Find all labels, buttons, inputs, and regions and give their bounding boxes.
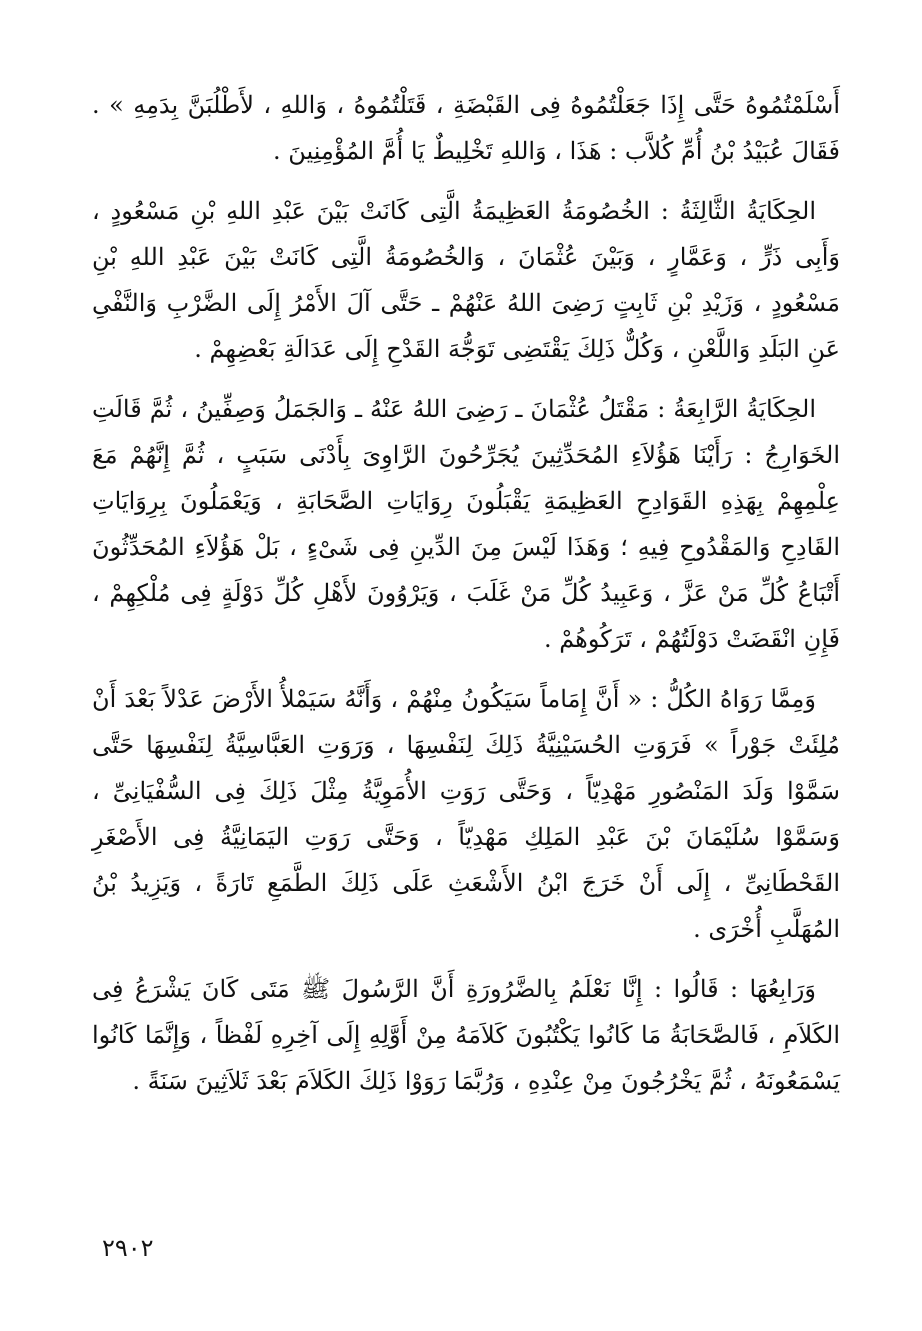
paragraph-5: وَرَابِعُهَا : قَالُوا : إِنَّا نَعْلَمُ بِالضَّرُورَةِ أَنَّ الرَّسُولَ ﷺ مَتَى كَانَ يَشْرَعُ فِى الكَلاَمِ ، فَالصَّحَابَةُ مَا كَانُوا يَكْتُبُونَ كَلاَمَهُ مِنْ أَوَّلِهِ إِلَى آخِرِهِ لَفْظاً ، وَإِنَّمَا كَانُوا يَسْمَعُونَهُ ، ثُمَّ يَخْرُجُونَ مِنْ عِنْدِهِ ، وَرُبَّمَا رَوَوْا ذَلِكَ الكَلاَمَ بَعْدَ ثَلاَثِينَ سَنَةً .	[92, 975, 840, 1095]
page-number: ٢٩٠٢	[102, 1234, 154, 1262]
paragraph-1: أَسْلَمْتُمُوهُ حَتَّى إِذَا جَعَلْتُمُوهُ فِى القَبْضَةِ ، قَتَلْتُمُوهُ ، وَاللهِ ، لأَطْلُبَنَّ بِدَمِهِ » . فَقَالَ عُبَيْدُ بْنُ أُمِّ كُلاَّب : هَذَا ، وَاللهِ تَخْلِيطٌ يَا أُمَّ المُؤْمِنِينَ .	[92, 91, 840, 165]
paragraph-3: الحِكَايَةُ الرَّابِعَةُ : مَقْتَلُ عُثْمَانَ ـ رَضِىَ اللهُ عَنْهُ ـ وَالجَمَلُ وَصِفِّينُ ، ثُمَّ قَالَتِ الخَوَارِجُ : رَأَيْنَا هَؤُلاَءِ المُحَدِّثِينَ يُجَرِّحُونَ الرَّاوِىَ بِأَدْنَى سَبَبٍ ، ثُمَّ إِنَّهُمْ مَعَ عِلْمِهِمْ بِهَذِهِ القَوَادِحِ العَظِيمَةِ يَقْبَلُونَ رِوَايَاتِ الصَّحَابَةِ ، وَيَعْمَلُونَ بِرِوَايَاتِ القَادِحِ وَالمَقْدُوحِ فِيهِ ؛ وَهَذَا لَيْسَ مِنَ الدِّينِ فِى شَىْءٍ ، بَلْ هَؤُلاَءِ المُحَدِّثُونَ أَتْبَاعُ كُلِّ مَنْ عَزَّ ، وَعَبِيدُ كُلِّ مَنْ غَلَبَ ، وَيَرْوُونَ لأَهْلِ كُلِّ دَوْلَةٍ فِى مُلْكِهِمْ ، فَإِنِ انْقَضَتْ دَوْلَتُهُمْ ، تَرَكُوهُمْ .	[92, 395, 841, 653]
paragraph-2: الحِكَايَةُ الثَّالِثَةُ : الخُصُومَةُ العَظِيمَةُ الَّتِى كَانَتْ بَيْنَ عَبْدِ اللهِ بْنِ مَسْعُودٍ ، وَأَبِى ذَرٍّ ، وَعَمَّارٍ ، وَبَيْنَ عُثْمَانَ ، وَالخُصُومَةُ الَّتِى كَانَتْ بَيْنَ عَبْدِ اللهِ بْنِ مَسْعُودٍ ، وَزَيْدِ بْنِ ثَابِتٍ رَضِىَ اللهُ عَنْهُمْ ـ حَتَّى آلَ الأَمْرُ إِلَى الضَّرْبِ وَالنَّفْىِ عَنِ البَلَدِ وَاللَّعْنِ ، وَكُلٌّ ذَلِكَ يَقْتَضِى تَوَجُّهَ القَدْحِ إِلَى عَدَالَةِ بَعْضِهِمْ .	[92, 197, 840, 363]
body-text	[92, 82, 840, 1118]
paragraph-4: وَمِمَّا رَوَاهُ الكُلُّ : « أَنَّ إِمَاماً سَيَكُونُ مِنْهُمْ ، وَأَنَّهُ سَيَمْلأُ الأَرْضَ عَدْلاً بَعْدَ أَنْ مُلِئَتْ جَوْراً » فَرَوَتِ الحُسَيْنِيَّةُ ذَلِكَ لِنَفْسِهَا ، وَرَوَتِ العَبَّاسِيَّةُ لِنَفْسِهَا حَتَّى سَمَّوْا وَلَدَ المَنْصُورِ مَهْدِيّاً ، وَحَتَّى رَوَتِ الأُمَوِيَّةُ مِثْلَ ذَلِكَ فِى السُّفْيَانِىِّ ، وَسَمَّوْا سُلَيْمَانَ بْنَ عَبْدِ المَلِكِ مَهْدِيّاً ، وَحَتَّى رَوَتِ اليَمَانِيَّةُ فِى الأَصْغَرِ القَحْطَانِىِّ ، إِلَى أَنْ خَرَجَ ابْنُ الأَشْعَثِ عَلَى ذَلِكَ الطَّمَعِ تَارَةً ، وَيَزِيدُ بْنُ المُهَلَّبِ أُخْرَى .	[92, 685, 840, 943]
